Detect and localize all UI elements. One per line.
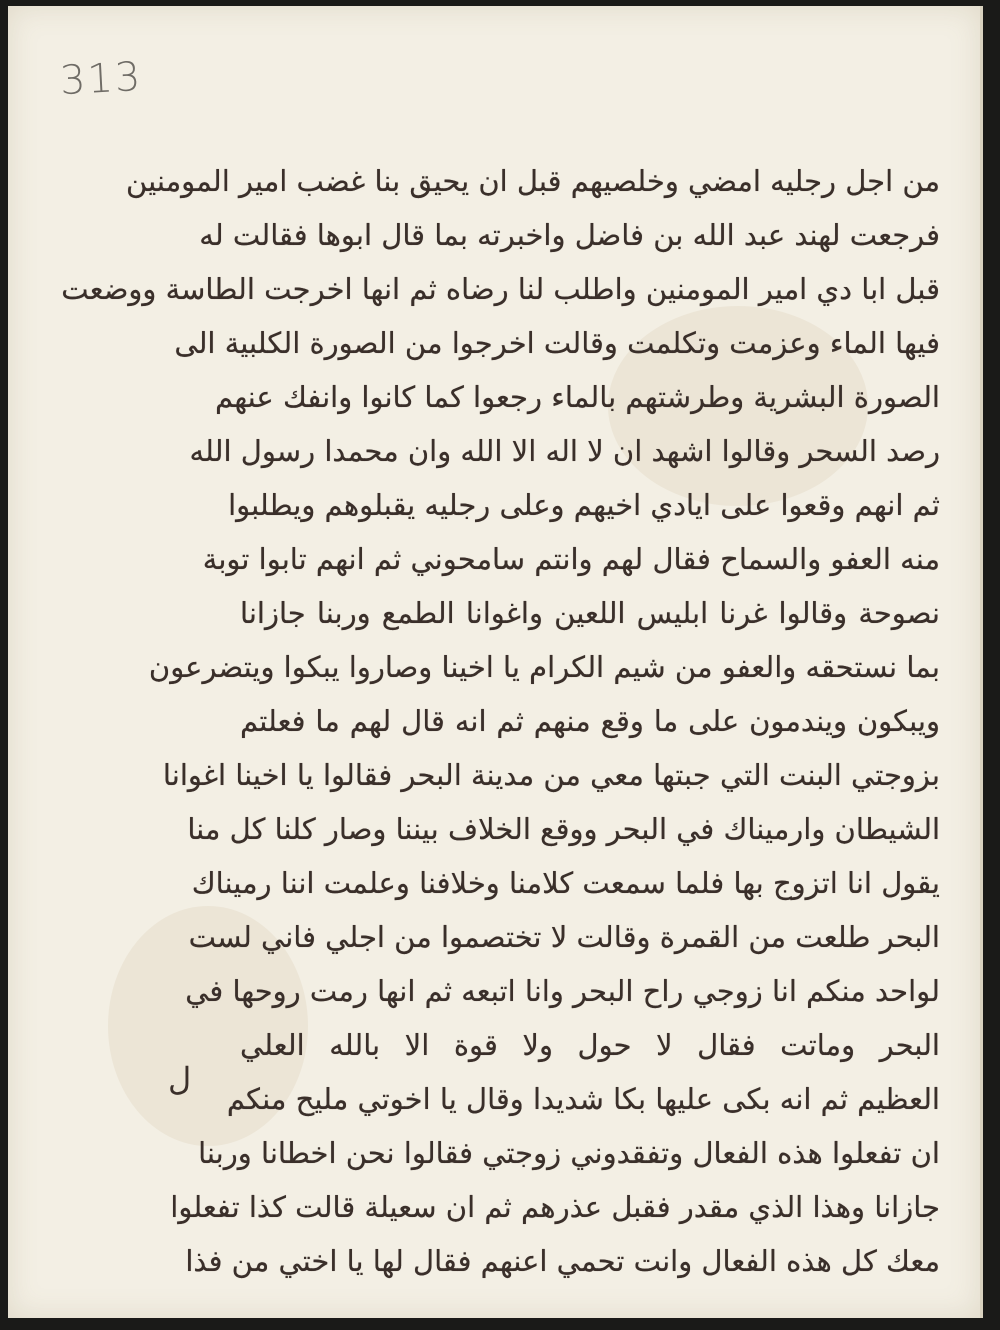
text-line: الشيطان وارميناك في البحر ووقع الخلاف بيننا وصار كلنا كل منا [187, 812, 940, 846]
text-line: ويبكون ويندمون على ما وقع منهم ثم انه قال لهم ما فعلتم [240, 704, 940, 738]
text-line: لواحد منكم انا زوجي راح البحر وانا اتبعه ثم انها رمت روحها في [185, 974, 940, 1008]
text-line: فرجعت لهند عبد الله بن فاضل واخبرته بما قال ابوها فقالت له [199, 218, 940, 252]
text-line: جازانا وهذا الذي مقدر فقبل عذرهم ثم ان سعيلة قالت كذا تفعلوا [170, 1190, 940, 1224]
text-line: البحر طلعت من القمرة وقالت لا تختصموا من اجلي فاني لست [188, 920, 940, 954]
text-line: يقول انا اتزوج بها فلما سمعت كلامنا وخلافنا وعلمت اننا رميناك [191, 866, 940, 900]
text-line: منه العفو والسماح فقال لهم وانتم سامحوني ثم انهم تابوا توبة [202, 542, 940, 576]
text-line: ثم انهم وقعوا على ايادي اخيهم وعلى رجليه يقبلوهم ويطلبوا [228, 488, 940, 522]
manuscript-text-block [61, 154, 940, 1288]
text-line: رصد السحر وقالوا اشهد ان لا اله الا الله وان محمدا رسول الله [189, 434, 940, 468]
text-line: بما نستحقه والعفو من شيم الكرام يا اخينا وصاروا يبكوا ويتضرعون [148, 650, 940, 684]
margin-note: ل [168, 1060, 192, 1098]
text-line: بزوجتي البنت التي جبتها معي من مدينة البحر فقالوا يا اخينا اغوانا [162, 758, 940, 792]
text-line: فيها الماء وعزمت وتكلمت وقالت اخرجوا من الصورة الكلبية الى [174, 326, 940, 360]
text-line: من اجل رجليه امضي وخلصيهم قبل ان يحيق بنا غضب امير المومنين [126, 164, 940, 198]
text-line: ان تفعلوا هذه الفعال وتفقدوني زوجتي فقالوا نحن اخطانا وربنا [198, 1136, 940, 1170]
text-line: العظيم ثم انه بكى عليها بكا شديدا وقال يا اخوتي مليح منكم [226, 1082, 940, 1116]
text-line: قبل ابا دي امير المومنين واطلب لنا رضاه ثم انها اخرجت الطاسة ووضعت [61, 272, 940, 306]
text-line: البحر وماتت فقال لا حول ولا قوة الا بالله العلي [240, 1028, 940, 1062]
text-line: نصوحة وقالوا غرنا ابليس اللعين واغوانا الطمع وربنا جازانا [240, 596, 940, 630]
folio-number: 313 [58, 53, 144, 105]
manuscript-page [8, 6, 983, 1318]
text-line: معك كل هذه الفعال وانت تحمي اعنهم فقال لها يا اختي من فذا [185, 1244, 940, 1278]
text-line: الصورة البشرية وطرشتهم بالماء رجعوا كما كانوا وانفك عنهم [215, 380, 940, 414]
